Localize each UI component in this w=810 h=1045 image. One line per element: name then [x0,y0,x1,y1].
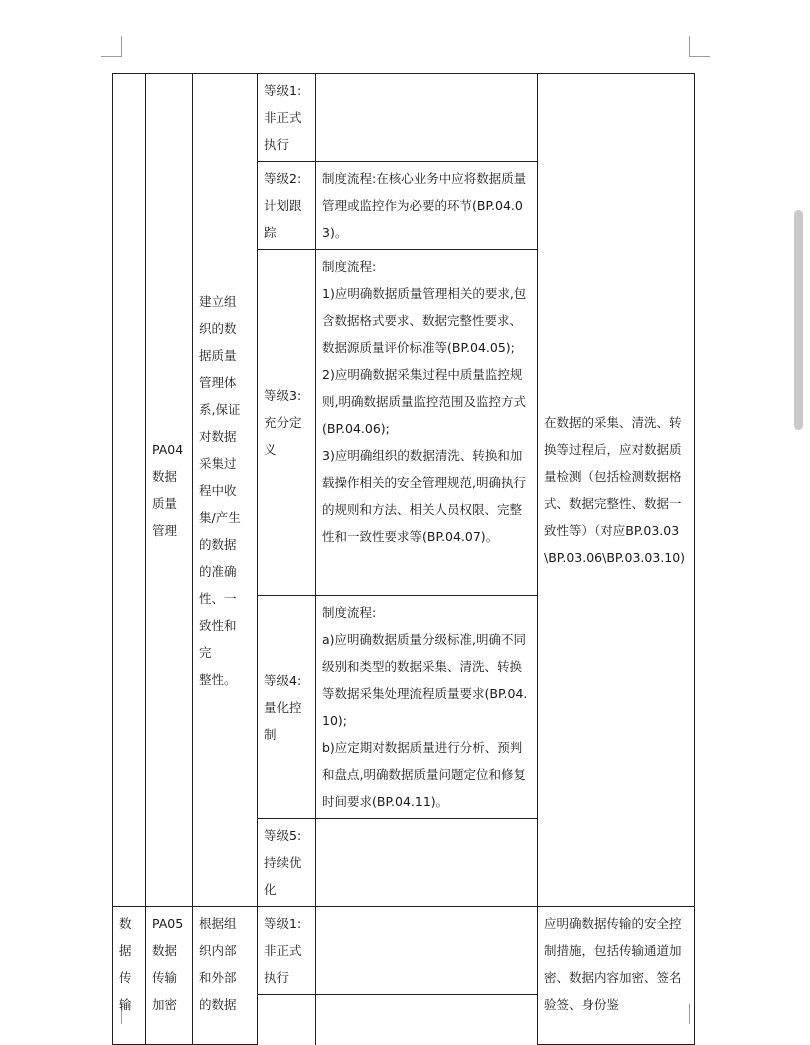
requirements-table [112,73,695,1045]
crop-mark-top-left [101,36,122,57]
level-label: 等级5: 持续优 化 [258,819,316,907]
requirement-text [316,819,538,907]
process-area-description: 建立组 织的数 据质量 管理体 系,保证 对数据 采集过 程中收 集/产生 的数据 的准确 性、一 致性和 完 整性。 [193,74,258,907]
process-area-description: 根据组 织内部 和外部 的数据 [193,907,258,1045]
empty-cell [258,995,316,1045]
requirement-text [316,907,538,995]
crop-mark-top-right [689,36,710,57]
process-area-code: PA04 数据 质量 管理 [146,74,193,907]
process-area-code: PA05 数据 传输 加密 [146,907,193,1045]
category-cell [113,74,146,907]
level-label: 等级1: 非正式 执行 [258,74,316,162]
level-label: 等级1: 非正式 执行 [258,907,316,995]
requirement-text: 制度流程: 1)应明确数据质量管理相关的要求,包含数据格式要求、数据完整性要求、数据源质量评价标准等(BP.04.05); 2)应明确数据采集过程中质量监控规则,明确数据质量监控范围及监控方式(BP.04.06); 3)应明确组织的数据清洗、转换和加载操作相关的安全管理规范,明确执行的规则和方法、相关人员权限、完整性和一致性要求等(BP.04.07)。 [316,250,538,596]
requirement-text [316,74,538,162]
implementation-note: 在数据的采集、清洗、转换等过程后，应对数据质量检测（包括检测数据格式、数据完整性、数据一致性等）（对应BP.03.03\BP.03.06\BP.03.03.10) [538,74,695,907]
level-label: 等级3: 充分定 义 [258,250,316,596]
implementation-note: 应明确数据传输的安全控制措施，包括传输通道加密、数据内容加密、签名验签、身份鉴 [538,907,695,1045]
requirement-text: 制度流程: a)应明确数据质量分级标准,明确不同级别和类型的数据采集、清洗、转换等数据采集处理流程质量要求(BP.04.10); b)应定期对数据质量进行分析、预判和盘点,明确数据质量问题定位和修复时间要求(BP.04.11)。 [316,596,538,819]
requirement-text: 制度流程:在核心业务中应将数据质量管理或监控作为必要的环节(BP.04.03)。 [316,162,538,250]
table-row [113,74,695,162]
level-label: 等级4: 量化控 制 [258,596,316,819]
table-row [113,907,695,995]
level-label: 等级2: 计划跟 踪 [258,162,316,250]
vertical-scrollbar[interactable] [794,210,803,430]
empty-cell [316,995,538,1045]
category-cell: 数 据 传 输 [113,907,146,1045]
